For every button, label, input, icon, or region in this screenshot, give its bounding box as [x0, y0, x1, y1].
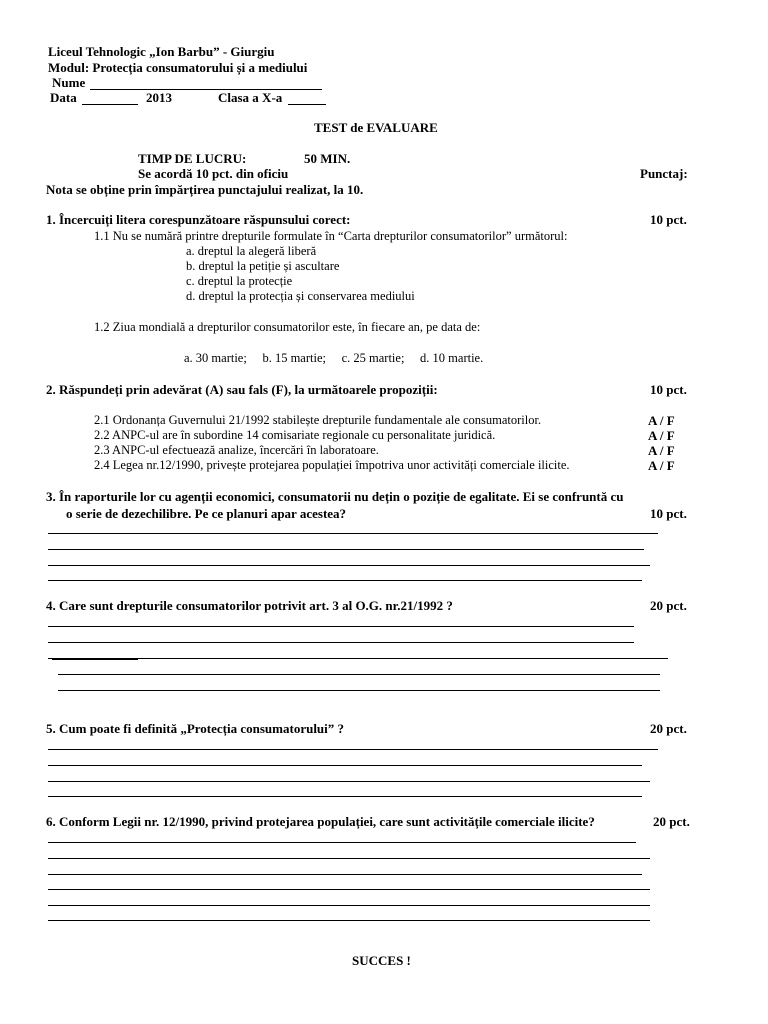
q2-af[interactable]: A / F	[648, 458, 675, 473]
q6-points: 20 pct.	[653, 814, 690, 829]
q6-text: 6. Conform Legii nr. 12/1990, privind protejarea populației, care sunt activitățile comerciale ilicite?	[46, 814, 595, 829]
q4-text: 4. Care sunt drepturile consumatorilor potrivit art. 3 al O.G. nr.21/1992 ?	[46, 598, 453, 613]
q3-text-cont: o serie de dezechilibre. Pe ce planuri apar acestea?	[66, 506, 347, 521]
q2-text: 2. Răspundeți prin adevărat (A) sau fals (F), la următoarele propoziții:	[46, 382, 438, 397]
q2-af[interactable]: A / F	[648, 413, 675, 428]
answer-line[interactable]	[48, 874, 642, 875]
year: 2013	[146, 90, 172, 105]
school-name: Liceul Tehnologic „Ion Barbu” - Giurgiu	[48, 44, 275, 59]
q2-points: 10 pct.	[650, 382, 687, 397]
answer-line[interactable]	[48, 765, 642, 766]
answer-line[interactable]	[48, 533, 658, 534]
name-blank[interactable]	[90, 89, 322, 90]
answer-line[interactable]	[48, 796, 642, 797]
answer-line[interactable]	[48, 565, 650, 566]
answer-line[interactable]	[52, 659, 138, 660]
answer-line[interactable]	[48, 858, 650, 859]
q1-1-option-a[interactable]: a. dreptul la alegeră liberă	[186, 244, 317, 258]
bonus-text: Se acordă 10 pct. din oficiu	[138, 166, 289, 181]
answer-line[interactable]	[48, 749, 658, 750]
q1-points: 10 pct.	[650, 212, 687, 227]
answer-line[interactable]	[58, 674, 660, 675]
q4-points: 20 pct.	[650, 598, 687, 613]
q2-item: 2.3 ANPC-ul efectuează analize, încercări în laboratoare.	[94, 443, 379, 457]
q3-points: 10 pct.	[650, 506, 687, 521]
page-title: TEST de EVALUARE	[314, 120, 438, 135]
class-blank[interactable]	[288, 104, 326, 105]
answer-line[interactable]	[48, 626, 634, 627]
answer-line[interactable]	[48, 889, 650, 890]
q2-item: 2.2 ANPC-ul are în subordine 14 comisariate regionale cu personalitate juridică.	[94, 428, 496, 442]
answer-line[interactable]	[58, 690, 660, 691]
q1-text: 1. Încercuiți litera corespunzătoare răspunsului corect:	[46, 212, 351, 227]
q1-1-option-b[interactable]: b. dreptul la petiție și ascultare	[186, 259, 340, 273]
q3-text: 3. În raporturile lor cu agenții economici, consumatorii nu dețin o poziție de egalitate. Ei se confruntă cu	[46, 489, 624, 504]
score-label: Punctaj:	[640, 166, 688, 181]
answer-line[interactable]	[48, 905, 650, 906]
answer-line[interactable]	[48, 642, 634, 643]
answer-line[interactable]	[48, 781, 650, 782]
q1-2-options[interactable]: a. 30 martie; b. 15 martie; c. 25 martie; d. 10 martie.	[184, 351, 484, 365]
grading-note: Nota se obține prin împărțirea punctajului realizat, la 10.	[46, 182, 364, 197]
name-label: Nume	[52, 75, 86, 90]
q5-text: 5. Cum poate fi definită „Protecția consumatorului” ?	[46, 721, 345, 736]
date-blank[interactable]	[82, 104, 138, 105]
q5-points: 20 pct.	[650, 721, 687, 736]
answer-line[interactable]	[48, 658, 668, 659]
class-label: Clasa a X-a	[218, 90, 283, 105]
q1-1-option-d[interactable]: d. dreptul la protecția și conservarea mediului	[186, 289, 415, 303]
q2-af[interactable]: A / F	[648, 428, 675, 443]
q2-af[interactable]: A / F	[648, 443, 675, 458]
time-value: 50 MIN.	[304, 151, 351, 166]
q2-item: 2.4 Legea nr.12/1990, privește protejarea populației împotriva unor activități comerciale ilicite.	[94, 458, 570, 472]
answer-line[interactable]	[48, 580, 642, 581]
module-name: Modul: Protecția consumatorului și a mediului	[48, 60, 308, 75]
footer-text: SUCCES !	[352, 953, 411, 968]
q1-1-text: 1.1 Nu se numără printre drepturile formulate în “Carta drepturilor consumatorilor” următorul:	[94, 229, 568, 243]
answer-line[interactable]	[48, 549, 644, 550]
answer-line[interactable]	[48, 920, 650, 921]
q1-2-text: 1.2 Ziua mondială a drepturilor consumatorilor este, în fiecare an, pe data de:	[94, 320, 481, 334]
date-label: Data	[50, 90, 77, 105]
answer-line[interactable]	[48, 842, 636, 843]
q2-item: 2.1 Ordonanța Guvernului 21/1992 stabilește drepturile fundamentale ale consumatorilor.	[94, 413, 542, 427]
q1-1-option-c[interactable]: c. dreptul la protecție	[186, 274, 293, 288]
time-label: TIMP DE LUCRU:	[138, 151, 247, 166]
